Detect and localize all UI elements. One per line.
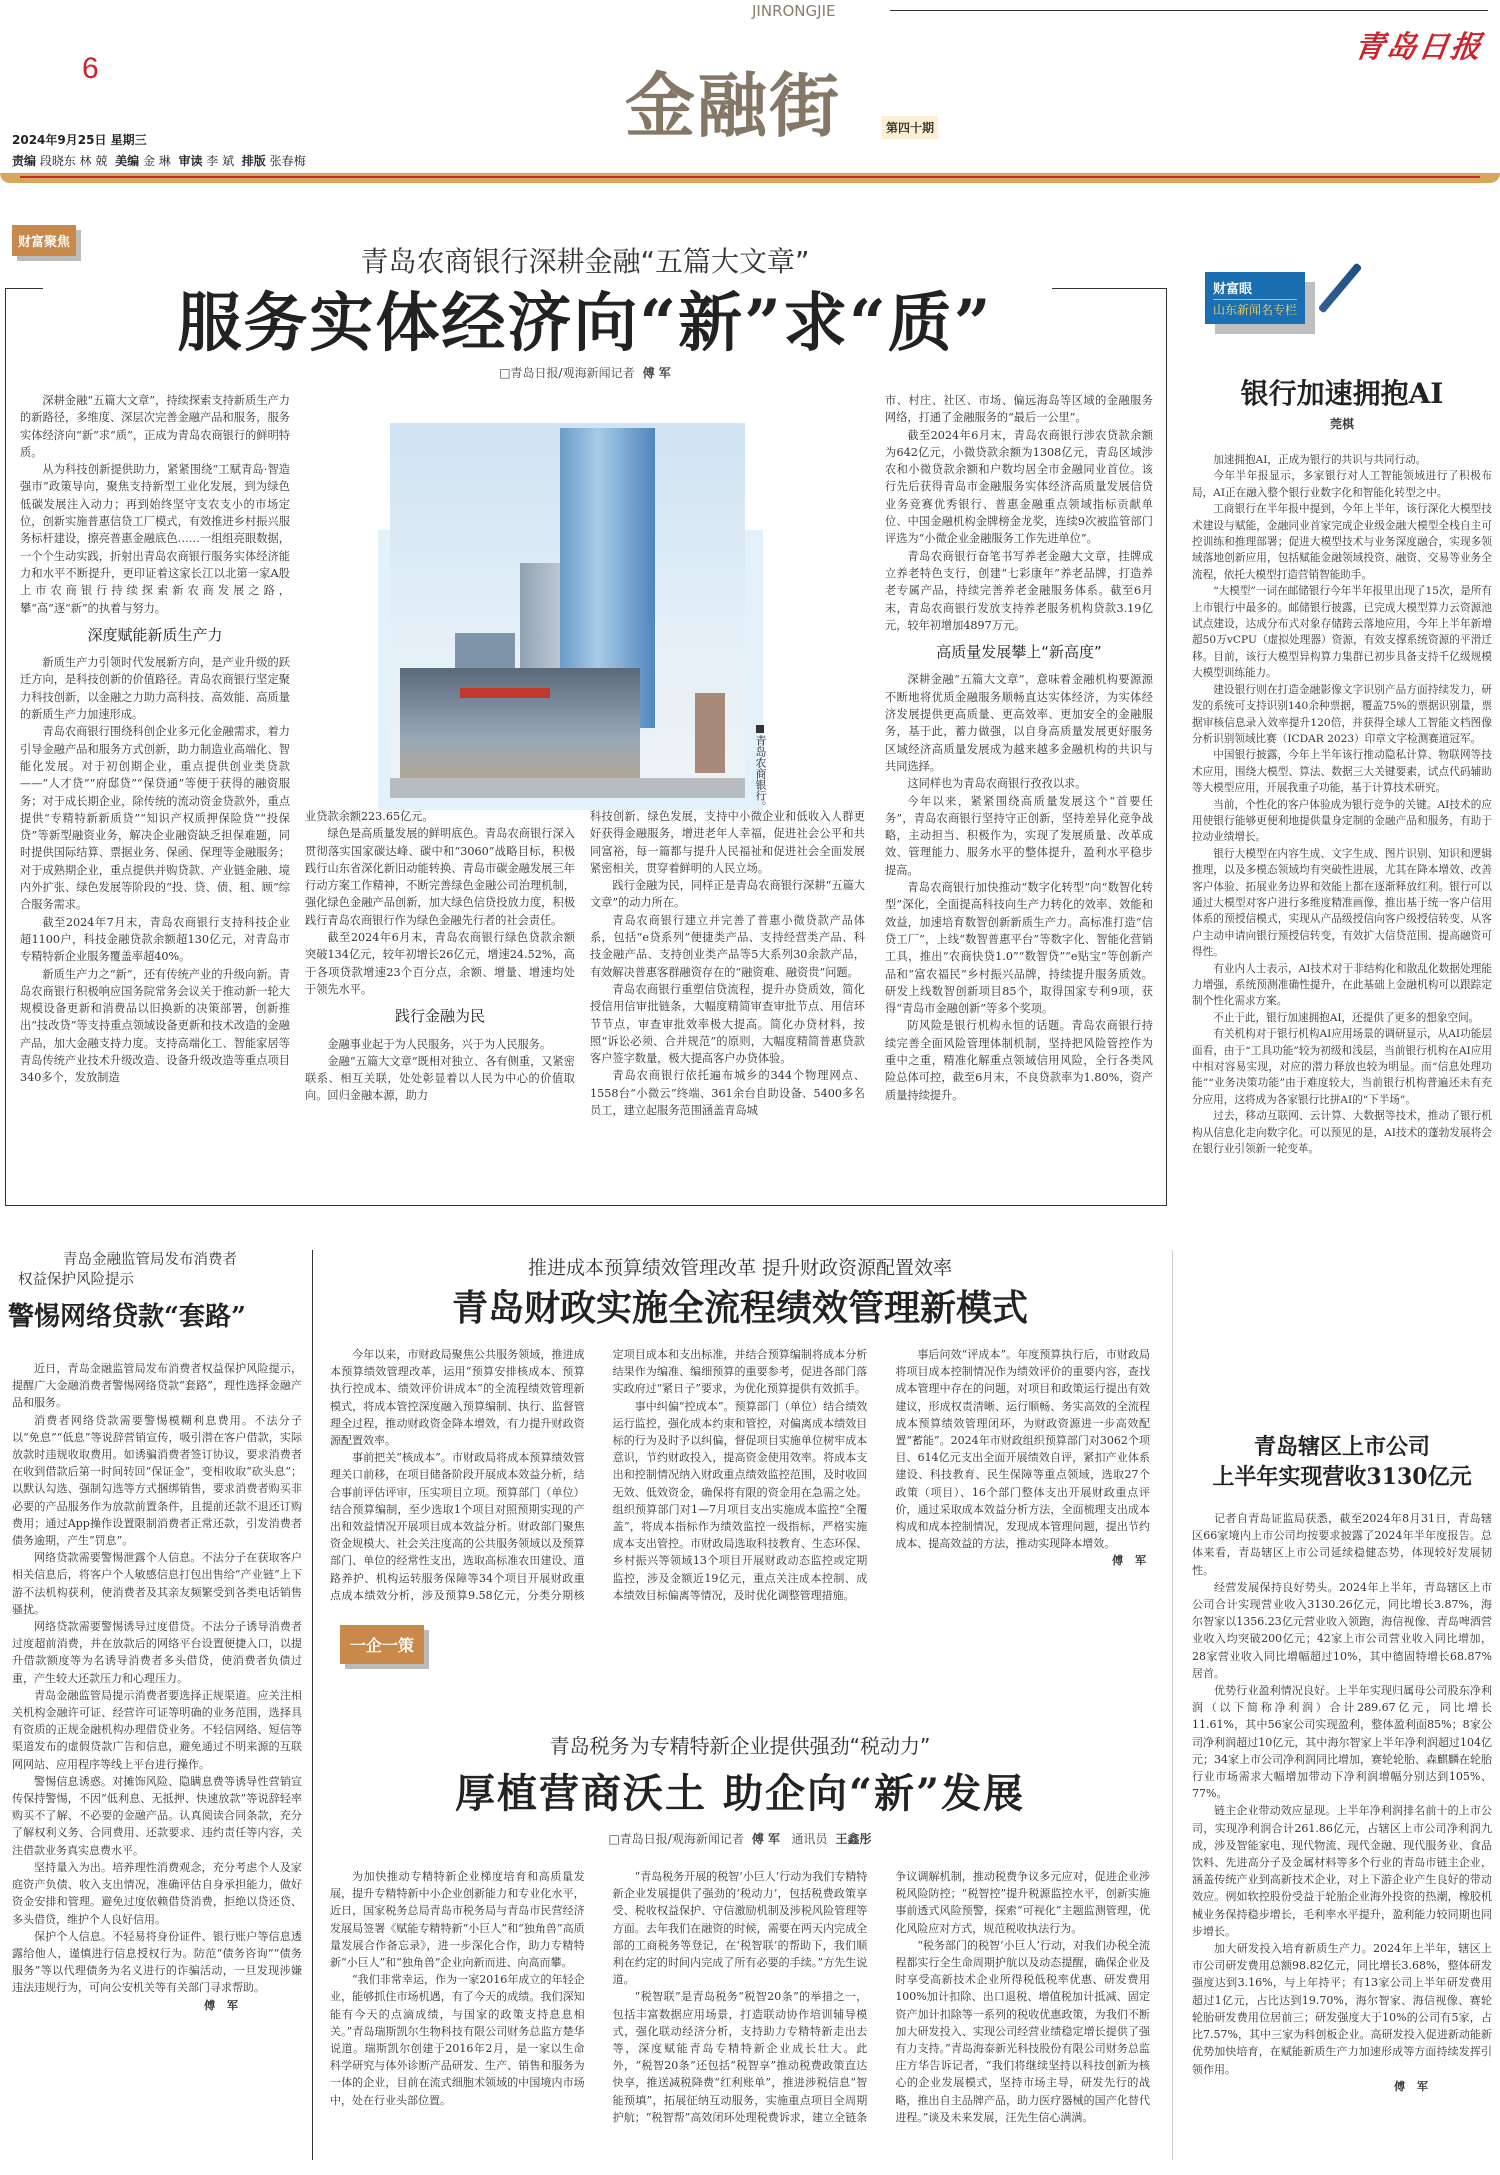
paragraph: 近日，青岛金融监管局发布消费者权益保护风险提示，提醒广大金融消费者警惕网络贷款“套路”，理性选择金融产品和服务。 xyxy=(12,1362,302,1410)
subheading: 高质量发展攀上“新高度” xyxy=(936,643,1102,662)
lead-column-3 xyxy=(590,808,865,1119)
bank-sign xyxy=(460,688,550,698)
masthead-rule xyxy=(890,10,1488,11)
paragraph: 事前把关“核成本”。市财政局将成本预算绩效管理关口前移，在项目储备阶段开展成本效益分析，结合事前评估评审，压实项目立项。预算部门（单位）结合预算编制，至少选取1个项目对照预期实现的产出和效益情况开展项目成本效益分析。财政部门聚焦资金规模大、社会关注度高的公共服务领域以及预算部门、单位的经常性支出，选取高标准农田建设、道路养护、机构运转服务保障等34个项目开展财政重点成本绩效分析，涉及预算9.58亿元，分类分期核定项目成本和支出标准，并结合预算编制将成本分析结果作为编准、编细预算的重要参考，促进各部门落实政府过“紧日子”要求，为优化预算提供有效抓手。 xyxy=(330,1348,868,1602)
ipo-headline-line2: 上半年实现营收3130亿元 xyxy=(1212,1464,1472,1490)
paragraph: 新质生产力引领时代发展新方向，是产业升级的跃迁方向，是科技创新的价值路径。青岛农商银行坚定聚力科技创新，以金融之力助力高科技、高效能、高质量的新质生产力加速形成。 xyxy=(20,656,290,722)
frame-rule xyxy=(1052,288,1167,289)
masthead-band xyxy=(0,173,1500,183)
column-tag-wealth-eye xyxy=(1205,272,1305,324)
paragraph: 工商银行在半年报中提到，今年上半年，该行深化大模型技术建设与赋能，金融同业首家完成企业级金融大模型全栈自主可控训练和推理部署；促进大模型技术与业务深度融合，实现多领域落地创新应用，包括赋能金融领域投资、融资、交易等业务全流程，依托大模型打造营销智能助手。 xyxy=(1192,503,1492,581)
author-signature: 傅 军 xyxy=(1112,1554,1150,1568)
credit-role: 责编 xyxy=(12,154,37,168)
finance-body xyxy=(330,1346,1150,1611)
paragraph: 中国银行披露，今年上半年该行推动隐私计算、物联网等技术应用，围绕大模型、算法、数据三大关键要素，试点代码辅助等大模型应用，开展我重子功能，基于计算技术研究。 xyxy=(1192,749,1492,795)
ipo-body xyxy=(1192,1510,1492,2095)
credit-names: 段晓东 林 兢 xyxy=(39,154,108,168)
masthead-red-line xyxy=(20,176,1480,178)
paragraph: 事后问效“评成本”。年度预算执行后，市财政局将项目成本控制情况作为绩效评价的重要内容，查找成本管理中存在的问题，对项目和政策运行提出有效建议，形成权责清晰、运行顺畅、务实高效的全流程成本预算绩效管理闭环，为财政资源进一步高效配置“蓄能”。2024年市财政组织预算部门对3062个项目、614亿元支出全面开展绩效自评，紧扣产业体系建设、科技教育、民生保障等重点领域，选取27个政策（项目）、16个部门整体支出开展财政重点评价，通过采取成本效益分析方法，全面梳理支出成本构成和成本控制情况，发现成本管理问题，提出节约成本、提高效益的方法，推动实现降本增效。 xyxy=(895,1348,1150,1551)
paragraph: 金融事业起于为人民服务，兴于为人民服务。 xyxy=(327,1037,552,1051)
section-pinyin: JINRONGJIE xyxy=(752,2,836,20)
section-title: 金融街 xyxy=(625,64,841,147)
page-number: 6 xyxy=(82,52,99,85)
column-headline: 银行加速拥抱AI xyxy=(1240,377,1444,410)
paragraph: 加大研发投入培育新质生产力。2024年上半年，辖区上市公司研发费用总额98.82亿元，同比增长3.68%，整体研发强度达到3.16%，与上年持平；有13家公司上半年研发费用超过1亿元，占比达到19.70%，海尔智家、海信视像、赛轮轮胎研发费用位居前三；研发强度大于10%的公司有5家，占比7.57%，其中三家为科创板企业。高研发投入促进新动能新优势加快培育，在赋能新质生产力加速形成等方面持续发挥引领作用。 xyxy=(1192,1942,1492,2076)
paragraph: “青岛税务开展的税智‘小巨人’行动为我们专精特新企业发展提供了强劲的‘税动力’，包括税费政策享受、税收权益保护、守信激励机制及涉税风险管理等方面。去年我们在融资的时候，需要在两天内完成全部的工商税务等登记，在‘税智联’的帮助下，我们顺利在约定的时间内完成了所有必要的手续。”方先生说道。 xyxy=(612,1870,868,1987)
column-divider xyxy=(1172,1250,1173,2160)
lead-column-2 xyxy=(305,808,575,1105)
paragraph: 有关机构对于银行机构AI应用场景的调研显示，从AI功能层面看，由于“工具功能”较为初级和浅层，当前银行机构在AI应用中相对容易实现，对应的潜力释放也较为明显。而“信息处理功能”“业务决策功能”由于难度较大，当前银行机构普遍还未有充分应用，这将成为各家银行比拼AI的“下半场”。 xyxy=(1192,1028,1492,1106)
tax-byline xyxy=(320,1830,1160,1847)
building-shape xyxy=(400,668,640,788)
paragraph: 今年以来，市财政局聚焦公共服务领域，推进成本预算绩效管理改革，运用“预算安排核成本、预算执行控成本、绩效评价讲成本”的全流程绩效管理新模式，将成本管控深度融入预算编制、执行、监督管理全过程，推动财政资金降本增效，有力提升财政资源配置效率。 xyxy=(330,1348,585,1448)
paragraph: 为加快推动专精特新企业梯度培育和高质量发展，提升专精特新中小企业创新能力和专业化水平，近日，国家税务总局青岛市税务局与青岛市民营经济发展局签署《赋能专精特新“小巨人”和“独角兽”高质量发展合作备忘录》，进一步深化合作，助力专精特新“小巨人”和“独角兽”企业向新而进、向高而攀。 xyxy=(330,1870,585,1970)
paragraph: 网络贷款需要警惕泄露个人信息。不法分子在获取客户相关信息后，将客户个人敏感信息打包出售给“产业链”上下游不法机构获利，使消费者及其亲友频繁受到各类电话销售骚扰。 xyxy=(12,1551,302,1616)
paragraph: “税智联”是青岛税务“税智20条”的举措之一，包括丰富数据应用场景，打造联动协作培训辅导模式，强化联动经济分析，支持助力专精特新走出去等，深度赋能青岛专精特新企业成长壮大。此外，“税智20条”还包括“税智享”推动税费政策直达快享，推送减税降费“红利账单”，推进涉税信息“智能预填”，拓展征纳互动服务，实施重点项目全周期护航；“税智帮”高效闭环处理税费诉求，建立全链条争议调解机制，推动税费争议多元应对，促进企业涉税风险防控；“税智控”提升税源监控水平，创新实施事前透式风险预警，探索“可视化”主题监测管理，优化风险应对方式，规范税收执法行为。 xyxy=(612,1870,1150,2124)
paragraph: 截至2024年6月末，青岛农商银行涉农贷款余额为642亿元，小微贷款余额为1308亿元，青岛区域涉农和小微贷款余额和户数均居全市金融同业首位。该行先后获得青岛市金融服务实体经济高质量发展信贷业务竞赛优秀银行、普惠金融重点领域指标贡献单位、中国金融机构金牌榜金龙奖，连续9次被监管部门评选为“小微企业金融服务工作先进单位”。 xyxy=(885,428,1153,546)
paragraph: 加速拥抱AI，正成为银行的共识与共同行动。 xyxy=(1213,454,1427,466)
paragraph: 业贷款余额223.65亿元。 xyxy=(305,810,434,823)
paragraph: 银行大模型在内容生成、文字生成、图片识别、知识和逻辑推理，以及多模态领域均有突破性进展，尤其在降本增效、改善客户体验、拓展业务边界和效能上都在逐渐释放红利。银行可以通过大模型对客户进行多维度精准画像，推出基于统一客户信用体系的预授信模式，实现从产品级授信向客户级授信转变、从客户主动申请向银行预授信转变，有效扩大信贷范围、提高融资可得性。 xyxy=(1192,847,1492,959)
lead-headline: 服务实体经济向“新”求“质” xyxy=(177,286,993,361)
editor-credits xyxy=(12,152,306,169)
lead-byline xyxy=(0,364,1170,381)
column-tag-subtitle: 山东新闻名专栏 xyxy=(1213,299,1297,318)
finance-headline: 青岛财政实施全流程绩效管理新模式 xyxy=(451,1287,1028,1329)
byline-author: 王鑫彤 xyxy=(835,1832,872,1846)
paragraph: 截至2024年6月末，青岛农商银行绿色贷款余额突破134亿元，较年初增长26亿元，增速24.52%，高于各项贷款增速23个百分点，余额、增量、增速均处于领先水平。 xyxy=(305,931,575,996)
paragraph: 金融“五篇大文章”既相对独立、各有侧重，又紧密联系、相互关联，处处彰显着以人民为中心的价值取向。回归金融本源，助力 xyxy=(305,1054,575,1103)
finance-kicker: 推进成本预算绩效管理改革 提升财政资源配置效率 xyxy=(527,1257,953,1279)
paragraph: 市、村庄、社区、市场、偏远海岛等区域的金融服务网络，打通了金融服务的“最后一公里”。 xyxy=(885,394,1153,425)
paragraph: 事中纠偏“控成本”。预算部门（单位）结合绩效运行监控，强化成本约束和管控，对偏离成本绩效目标的行为及时予以纠偏，督促项目实施单位树牢成本意识，节约财政投入，提高资金使用效率。将成本支出和控制情况纳入财政重点绩效监控范围，及时收回无效、低效资金，确保将有限的资金用在急需之处。组织预算部门对1—7月项目支出实施成本监控“全覆盖”，将成本指标作为绩效监控一级指标，严格实施成本支出管控。市财政局选取科技教育、生态环保、乡村振兴等领域13个项目开展财政动态监控或定期监控，涉及金额近19亿元，重点关注成本控制、成本绩效目标偏离等情况，及时优化调整管理措施。 xyxy=(612,1399,868,1602)
paragraph: 保护个人信息。不轻易将身份证件、银行账户等信息透露给他人，谨慎进行信息授权行为。防范“债务咨询”“债务服务”等以代理债务为名义进行的诈骗活动，一旦发现涉嫌违法违规行为，可向公安机关等有关部门寻求帮助。 xyxy=(12,1929,302,1995)
paragraph: 深耕金融“五篇大文章”，意味着金融机构要源源不断地将优质金融服务顺畅直达实体经济，为实体经济发展提供更高质量、更高效率、更加安全的金融服务，基于此，蓄力做强，以自身高质量发展更好服务区域经济高质量发展成为越来越多金融机构的共识与共同选择。 xyxy=(885,673,1153,773)
bank-building-photo xyxy=(390,423,745,798)
author-signature: 傅 军 xyxy=(1394,2079,1432,2093)
column-divider xyxy=(312,1250,313,2160)
paragraph: 青岛金融监管局提示消费者要选择正规渠道。应关注相关机构金融许可证、经营许可证等明确的业务范围，选择具有资质的正规金融机构办理借贷业务。不轻信网络、短信等渠道发布的虚假贷款广告和信息，避免通过不明来源的互联网网站、应用程序等线上平台进行操作。 xyxy=(12,1688,302,1771)
paragraph: “大模型”一词在邮储银行今年半年报里出现了15次，是所有上市银行中最多的。邮储银行披露，已完成大模型算力云资源池试点建设，达成分布式对象存储跨云落地应用，今年上半年新增超50万vCPU（虚拟处理器）资源，有效支撑系统资源的平滑迁移。目前，该行大模型异构算力集群已初步具备支持千亿级规模大模型训练能力。 xyxy=(1192,585,1492,680)
paragraph: 深耕金融“五篇大文章”，持续探索支持新质生产力的新路径，多维度、深层次完善金融产品和服务，服务实体经济向“新”求“质”，正成为青岛农商银行的鲜明特质。 xyxy=(20,394,290,459)
ipo-headline xyxy=(1192,1432,1492,1492)
paragraph: 优势行业盈利情况良好。上半年实现归属母公司股东净利润（以下简称净利润）合计289.67亿元，同比增长11.61%，其中56家公司实现盈利，整体盈利面85%；8家公司净利润超过10亿元，其中海尔智家上半年净利润超过104亿元；34家上市公司净利润同比增加，赛轮轮胎、森麒麟在轮胎行业市场需求大幅增加带动下净利润增幅分别达到105%、77%。 xyxy=(1192,1684,1492,1801)
byline-author: 傅 军 xyxy=(751,1832,781,1846)
author-signature: 傅 军 xyxy=(204,1998,242,2012)
credit-role: 美编 xyxy=(115,154,140,168)
subheading: 践行金融为民 xyxy=(394,1007,485,1026)
paragraph: 警惕信息诱惑。对摊饰风险、隐瞒息费等诱导性营销宣传保持警惕，不因“低利息、无抵押、快速放款”等说辞轻率购买不了解、不必要的金融产品。认真阅读合同条款，充分了解权利义务、合同费用、还款要求、违约责任等内容，关注借款业务真实息费水平。 xyxy=(12,1774,302,1857)
paragraph: 建设银行则在打造金融影像文字识别产品方面持续发力，研发的系统可支持识别140余种票据，覆盖75%的票据识别量，票据审核信息录入效率提升120倍，并获得全球人工智能文档图像分析识别领域比赛（ICDAR 2023）印章文字检测赛道冠军。 xyxy=(1192,683,1492,745)
ipo-headline-line1: 青岛辖区上市公司 xyxy=(1253,1434,1430,1460)
paragraph: 践行金融为民，同样正是青岛农商银行深耕“五篇大文章”的动力所在。 xyxy=(590,879,865,910)
paragraph: 青岛农商银行建立并完善了普惠小微贷款产品体系，包括“e贷系列”便捷类产品、支持经营类产品、科技金融产品、支持创业类产品等5大系列30余款产品，有效解决普惠客群融资存在的“融资难、融资贵”问题。 xyxy=(590,913,865,979)
column-author: 莞棋 xyxy=(1329,417,1354,431)
photo-caption: 青岛农商银行。 xyxy=(752,725,766,812)
building-shape xyxy=(695,693,725,773)
paragraph: 网络贷款需要警惕诱导过度借贷。不法分子诱导消费者过度超前消费，并在放款后的网络平台设置便捷入口，以提升借款额度等为名诱导消费者多头借贷，使消费者负债过重，产生较大还款压力和心理压力。 xyxy=(12,1620,302,1685)
tax-kicker: 青岛税务为专精特新企业提供强劲“税动力” xyxy=(549,1734,931,1758)
paragraph: 今年以来，紧紧围绕高质量发展这个“首要任务”，青岛农商银行坚持守正创新，坚持差异化竞争战略，主动担当、积极作为，实现了发展质量、改革成效、管理能力、服务水平的整体提升，盈利水平稳步提高。 xyxy=(885,794,1153,877)
credit-role: 审读 xyxy=(178,154,203,168)
paragraph: 坚持量入为出。培养理性消费观念，充分考虑个人及家庭资产负债、收入支出情况，准确评估自身承担能力，做好资金安排和管理。避免过度依赖借贷消费，拒绝以贷还贷、多头借贷，维护个人良好信用。 xyxy=(12,1860,302,1926)
paragraph: 科技创新、绿色发展，支持中小微企业和低收入人群更好获得金融服务，增进老年人幸福，促进社会公平和共同富裕，每一篇都与提升人民福祉和促进社会全面发展紧密相关，贯穿着鲜明的人民立场。 xyxy=(590,810,865,875)
paragraph: 链主企业带动效应显现。上半年净利润排名前十的上市公司，实现净利润合计261.86亿元，占辖区上市公司净利润九成，涉及智能家电、现代物流、现代金融、现代服务业、食品饮料、先进高分子及金属材料等多个行业的青岛市链主企业，涵盖传统产业到高新技术企业，对上下游企业产生良好的带动效应。例如软控股份受益于轮胎企业海外投资的热潮，橡胶机械业务保持稳步增长，毛利率水平提升，盈利能力较同期也同步增长。 xyxy=(1192,1804,1492,1938)
newspaper-logo: 青岛日报 xyxy=(1352,30,1485,65)
paragraph: 新质生产力之“新”，还有传统产业的升级向新。青岛农商银行积极响应国务院常务会议关于推动新一轮大规模设备更新和消费品以旧换新的决策部署，创新推出“技改贷”等支持重点领域设备更新和技术改造的金融产品，加大金融支持力度。支持高端化工、智能家居等青岛传统产业技术升级改造、设备升级改造等重点项目340多个，发放制造 xyxy=(20,967,290,1085)
lead-column-1 xyxy=(20,392,290,1087)
paragraph: 当前，个性化的客户体验成为银行竞争的关键。AI技术的应用使银行能够更便利地提供量身定制的金融产品和服务，有助于拉动业绩增长。 xyxy=(1192,798,1492,844)
paragraph: 青岛农商银行重塑信贷流程，提升办贷质效，简化授信用信审批链条，大幅度精简审查审批节点、用信环节节点，审查审批效率极大提高。简化办贷材料，按照“诉讼必须、合并规范”的原则，大幅度精简普惠贷款客户签字数量，极大提高客户办贷体验。 xyxy=(590,982,865,1066)
subheading: 深度赋能新质生产力 xyxy=(87,625,223,644)
column-tag-title: 财富眼 xyxy=(1213,282,1253,297)
paragraph: 绿色是高质量发展的鲜明底色。青岛农商银行深入贯彻落实国家碳达峰、碳中和“3060”战略目标，积极践行山东省深化新旧动能转换、青岛市碳金融发展三年行动方案工作精神，不断完善绿色金融公司治理机制，强化绿色金融产品创新，加大绿色信贷投放力度，积极践行青岛农商银行作为绿色金融先行者的社会责任。 xyxy=(305,827,575,927)
paragraph: 有业内人士表示，AI技术对于非结构化和散乱化数据处理能力增强，系统预测准确性提升，在此基础上金融机构可以跟踪定制个性化需求方案。 xyxy=(1192,962,1492,1008)
credit-names: 李 斌 xyxy=(206,154,235,168)
consumer-kicker: 青岛金融监管局发布消费者 权益保护风险提示 xyxy=(18,1252,237,1288)
section-tag-wealth-focus: 财富聚焦 xyxy=(12,225,76,256)
paragraph: 今年半年报显示，多家银行对人工智能领域进行了积极布局，AI正在融入整个银行业数字化和智能化转型之中。 xyxy=(1192,470,1492,499)
caption-marker-icon xyxy=(756,725,764,733)
paragraph: “税务部门的税智‘小巨人’行动，对我们办税全流程都实行全生命周期护航以及动态提醒，确保企业及时享受高新技术企业所得税低税率优惠、研发费用100%加计扣除、出口退税、增值税加计抵减、固定资产加计扣除等一系列的税收优惠政策，为我们不断加大研发投入、实现公司经营业绩稳定增长提供了强有力支持。”青岛海泰新光科技股份有限公司财务总监庄方华告诉记者，“我们将继续坚持以科技创新为核心的企业发展模式，坚持市场主导，研发先行的战略，推出自主品牌产品，助力医疗器械的国产化替代进程。”谈及未来发展，汪先生信心满满。 xyxy=(895,1938,1150,2124)
consumer-headline: 警惕网络贷款“套路” xyxy=(8,1302,246,1332)
paragraph: 青岛农商银行围绕科创企业多元化金融需求，着力引导金融产品和服务方式创新，助力制造业高端化、智能化发展。对于初创期企业，重点提供创业类贷款——“人才贷”“府邸贷”“保贷通”等便于获得的融资服务；对于成长期企业，除传统的流动资金贷款外，重点提供“专精特新新质贷”“知识产权质押保险贷”“投保贷”等新型融资业务，解决企业融资缺乏担保难题，同时提供国际结算、票据业务、保函、保理等金融服务；对于成熟期企业，重点提供并购贷款、产业链金融、境内外扩张、绿色发展等阶段的“投、贷、债、租、顾”综合服务需求。 xyxy=(20,725,290,912)
paragraph: 青岛农商银行奋笔书写养老金融大文章，挂牌成立养老特色支行，创建“七彩康年”养老品牌，打造养老专属产品，持续完善养老金融服务体系。截至6月末，青岛农商银行发放支持养老服务机构贷款3.19亿元，较年初增加4897万元。 xyxy=(885,549,1153,632)
issue-label: 第四十期 xyxy=(882,116,938,139)
byline-prefix: □青岛日报/观海新闻记者 xyxy=(499,366,635,380)
section-tag-one-policy: 一企一策 xyxy=(340,1625,424,1664)
paragraph: 消费者网络贷款需要警惕模糊利息费用。不法分子以“免息”“低息”等说辞营销宣传，吸引潜在客户借款，实际放款时违规收取费用。如诱骗消费者签订协议，要求消费者在收到借款后第一时间转回“保证金”，变相收取“砍头息”；以默认勾选、强制勾选等方式捆绑销售，要求消费者购买非必要的产品服务作为放款前置条件，且提前还款不退还订购费用；通过App操作设置限制消费者正常还款，引发消费者债务逾期，产生“罚息”。 xyxy=(12,1413,302,1548)
road xyxy=(390,778,745,798)
consumer-body xyxy=(12,1360,302,2014)
lead-column-4 xyxy=(885,392,1153,1104)
paragraph: “我们非常幸运，作为一家2016年成立的年轻企业，能够抓住市场机遇，有了今天的成绩。我们深知能有今天的点滴成绩，与国家的政策支持息息相关。”青岛瑞斯凯尔生物科技有限公司财务总监方楚华说道。瑞斯凯尔创建于2016年2月，是一家以生命科学研究与体外诊断产品研发、生产、销售和服务为一体的企业，目前在流式细胞术领域的中国境内市场中，处在行业头部位置。 xyxy=(330,1973,585,2107)
byline-role: 通讯员 xyxy=(791,1832,828,1846)
paragraph: 青岛农商银行依托遍布城乡的344个物理网点、1558台“小微云”终端、361余台自助设备、5400多名员工，建立起服务范围涵盖青岛城 xyxy=(590,1069,865,1118)
byline-prefix: □青岛日报/观海新闻记者 xyxy=(608,1832,744,1846)
publication-date: 2024年9月25日 星期三 xyxy=(12,133,147,147)
paragraph: 从为科技创新提供助力，紧紧围绕“工赋青岛·智造强市”政策导向，聚焦支持新型工业化发展，到为绿色低碳发展注入动力；再到始终坚守支农支小的市场定位，创新实施普惠信贷工厂模式，有效推进乡村振兴服务标杆建设，擦亮普惠金融底色……一组组亮眼数据，一个个生动实践，折射出青岛农商银行服务实体经济能力和水平不断提升，更印证着这家长江以北第一家A股上市农商银行持续探索新农商发展之路，攀“高”逐“新”的执着与努力。 xyxy=(20,463,290,615)
paragraph: 青岛农商银行加快推动“数字化转型”向“数智化转型”深化，全面提高科技向生产力转化的效率、效能和效益，加速培育数智创新新质生产力。高标准打造“信贷工厂”，上线“数智普惠平台”等数字化、智能化营销工具，推出“农商快贷1.0”“数智贷”“e贴宝”等创新产品和“富农福民”乡村振兴品牌，持续提升服务质效。研发上线数智创新项目85个，取得国家专利9项，获得“青岛市金融创新”等多个奖项。 xyxy=(885,881,1153,1016)
tax-body xyxy=(330,1868,1150,2168)
fountain-pen-icon xyxy=(1318,262,1363,313)
lead-kicker: 青岛农商银行深耕金融“五篇大文章” xyxy=(360,245,810,278)
credit-role: 排版 xyxy=(241,154,266,168)
byline-author: 傅 军 xyxy=(642,366,671,380)
credit-names: 金 琳 xyxy=(142,154,171,168)
paragraph: 截至2024年7月末，青岛农商银行支持科技企业超1100户，科技金融贷款余额超130亿元，对青岛市专精特新企业服务覆盖率超40%。 xyxy=(20,915,290,964)
tax-headline: 厚植营商沃土 助企向“新”发展 xyxy=(455,1770,1025,1817)
paragraph: 防风险是银行机构永恒的话题。青岛农商银行持续完善全面风险管理体制机制，坚持把风险管控作为重中之重，精准化解重点领域信用风险，全行各类风险总体可控，截至6月末，不良贷款率为1.80%，资产质量持续提升。 xyxy=(885,1019,1153,1102)
credit-names: 张春梅 xyxy=(269,154,306,168)
paragraph: 过去，移动互联网、云计算、大数据等技术，推动了银行机构从信息化走向数字化。可以预见的是，AI技术的蓬勃发展将会在银行业引领新一轮变革。 xyxy=(1192,1110,1492,1156)
paragraph: 经营发展保持良好势头。2024年上半年，青岛辖区上市公司合计实现营业收入3130.26亿元，同比增长3.87%，海尔智家以1356.23亿元营业收入领跑，海信视像、青岛啤酒营业收入均突破200亿元；42家上市公司营业收入同比增加，28家营业收入同比增幅超过10%，其中德固特增长68.87%居首。 xyxy=(1192,1580,1492,1680)
paragraph: 不止于此，银行加速拥抱AI，还提供了更多的想象空间。 xyxy=(1213,1011,1480,1024)
paragraph: 这同样也为青岛农商银行孜孜以求。 xyxy=(907,777,1087,791)
frame-rule xyxy=(5,288,43,289)
paragraph: 记者自青岛证监局获悉，截至2024年8月31日，青岛辖区66家境内上市公司均按要求披露了2024年半年度报告。总体来看，青岛辖区上市公司延续稳健态势，体现较好发展韧性。 xyxy=(1192,1512,1492,1577)
column-body xyxy=(1192,452,1492,1157)
